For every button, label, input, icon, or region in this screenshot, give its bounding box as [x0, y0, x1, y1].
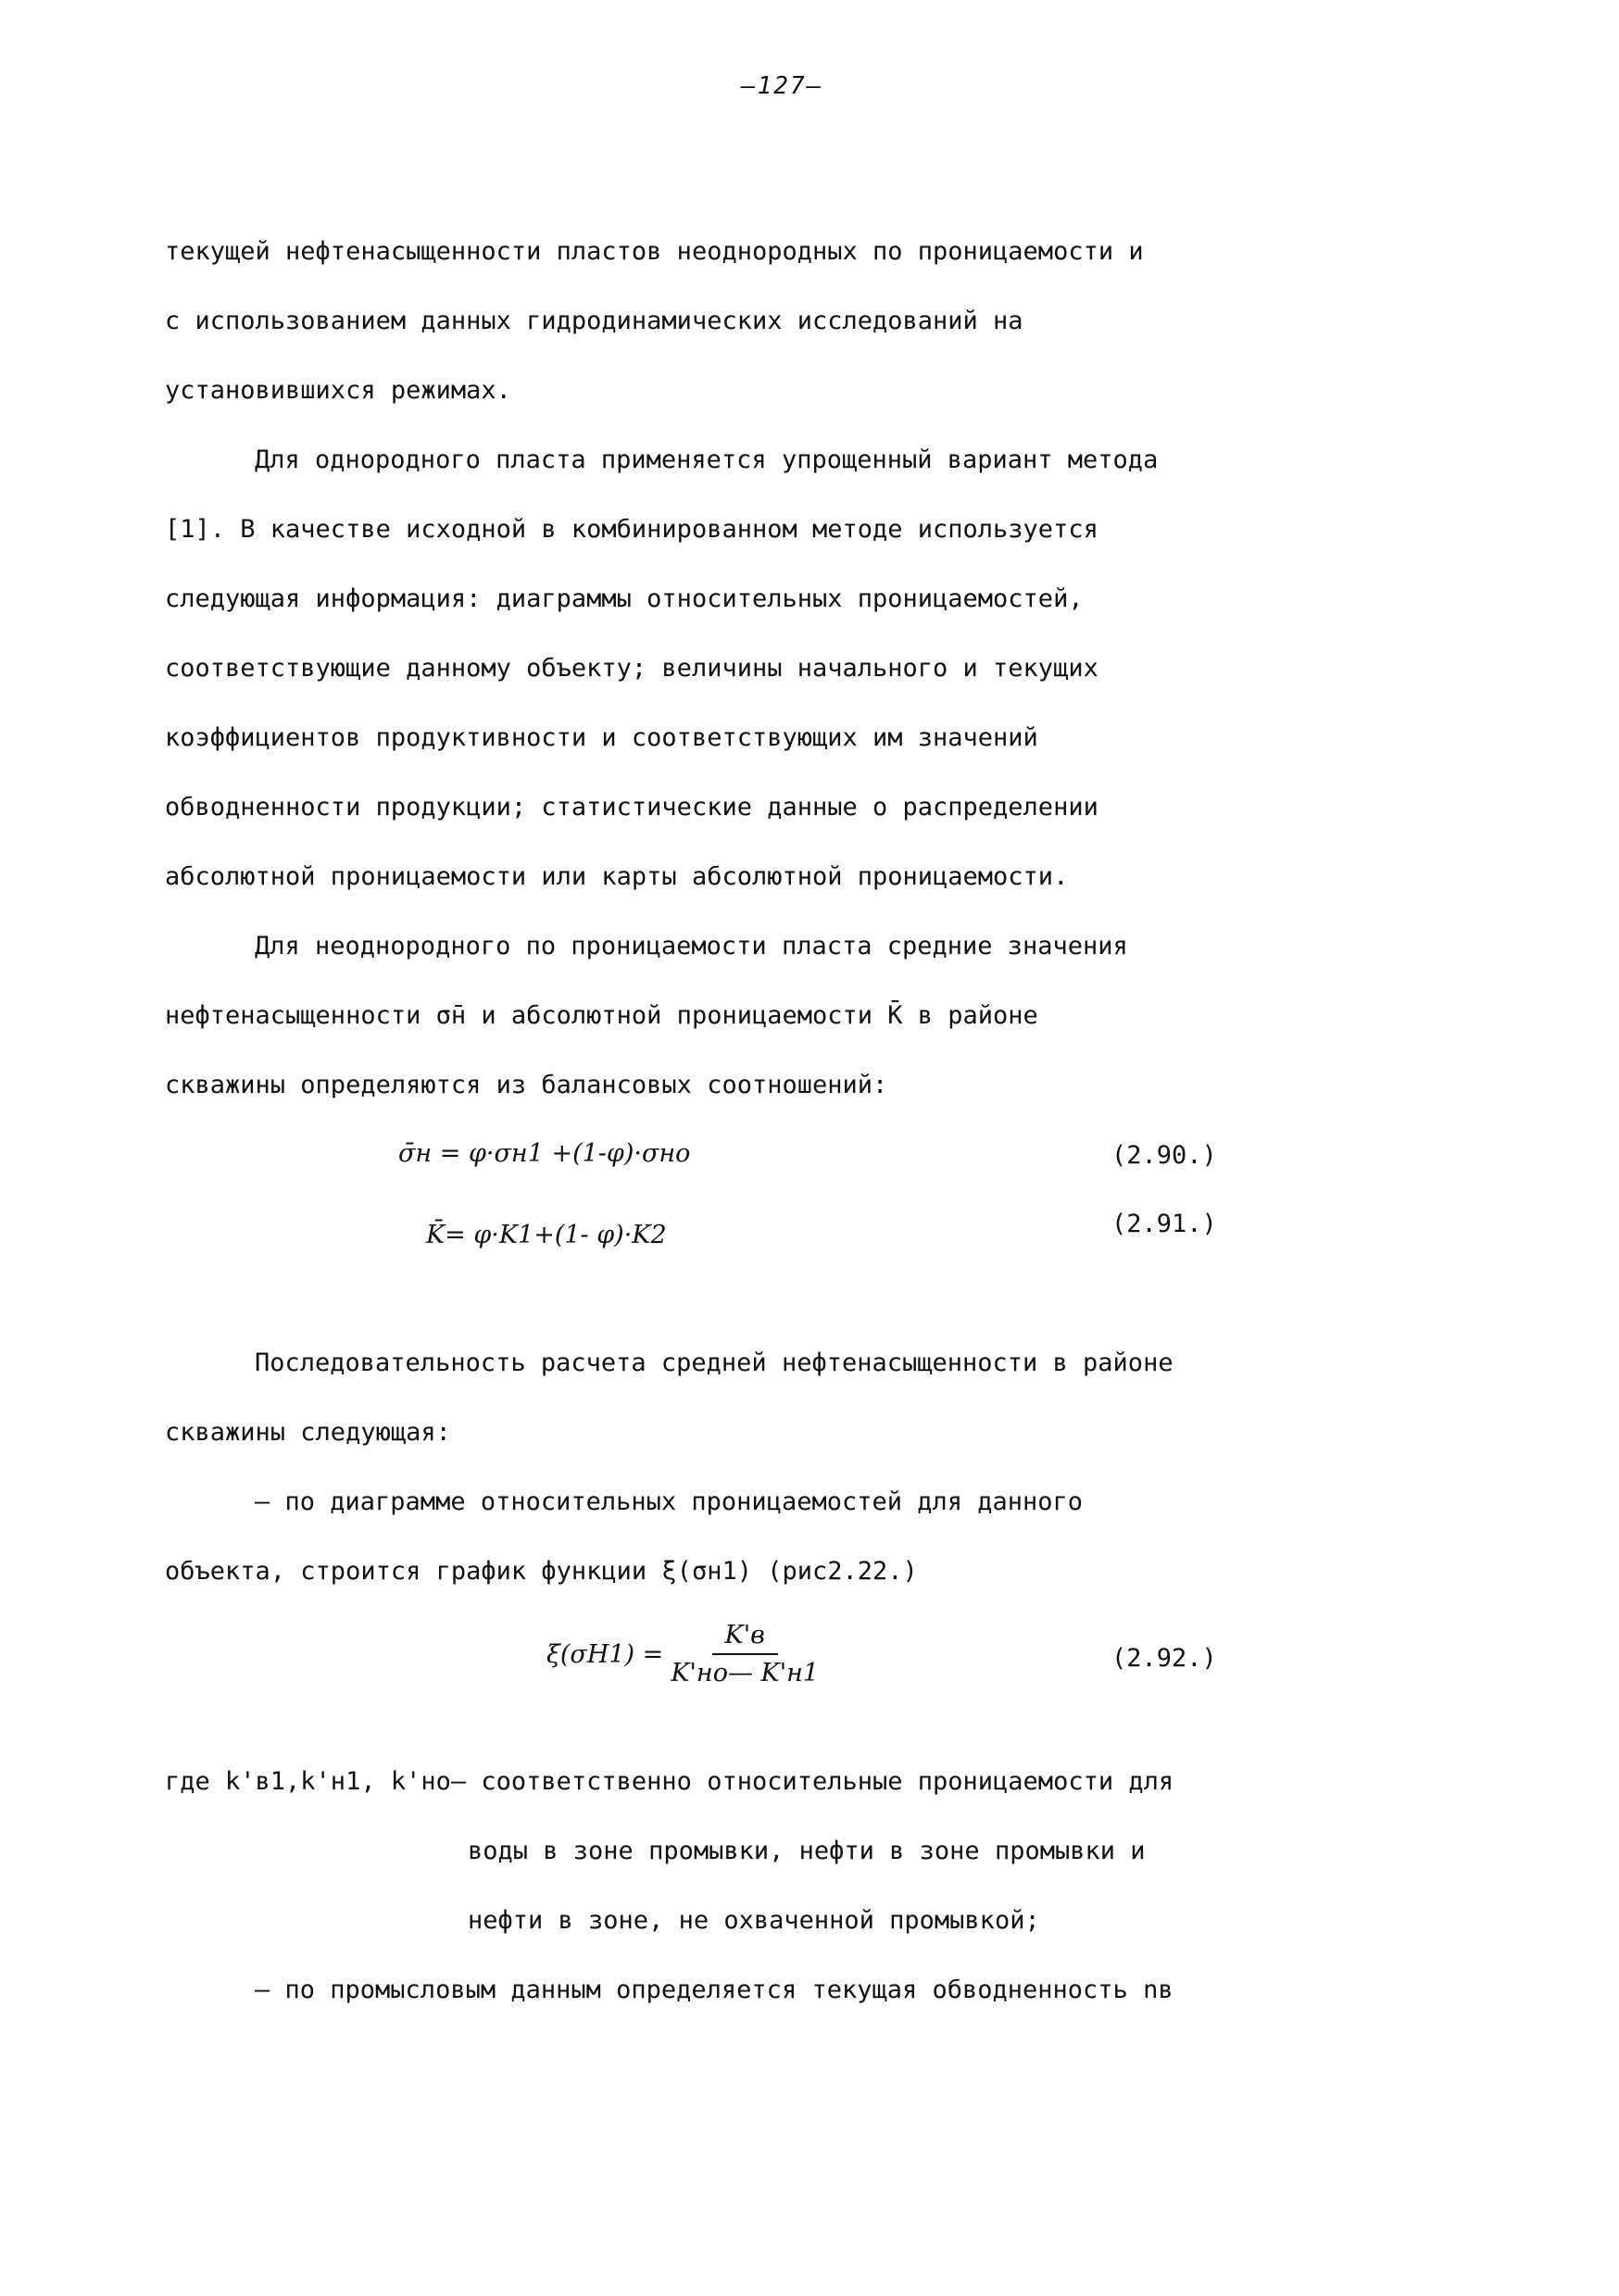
fraction-denominator: K'но— K'н1	[671, 1659, 820, 1687]
text-line: установившихся режимах.	[165, 376, 511, 405]
text-line: скважины определяются из балансовых соотношений:	[165, 1071, 888, 1099]
text-line: скважины следующая:	[165, 1418, 451, 1447]
text-line: Последовательность расчета средней нефтенасыщенности в районе	[255, 1349, 1173, 1377]
text-line: коэффициентов продуктивности и соответствующих им значений	[165, 723, 1038, 752]
text-line: воды в зоне промывки, нефти в зоне промывки и	[468, 1837, 1146, 1865]
text-line: нефти в зоне, не охваченной промывкой;	[468, 1906, 1040, 1935]
equation-2-90: σ̄н = φ·σн1 +(1-φ)·σно	[398, 1139, 691, 1168]
text-line: нефтенасыщенности σ̄н и абсолютной проницаемости K̄ в районе	[165, 1001, 1038, 1030]
text-line: [1]. В качестве исходной в комбинированном методе используется	[165, 515, 1098, 544]
page-number: —127—	[741, 72, 823, 100]
text-line: Для неоднородного по проницаемости пласта средние значения	[255, 932, 1128, 960]
equation-lhs: ξ(σН1) =	[546, 1639, 664, 1669]
text-line: – по диаграмме относительных проницаемостей для данного	[255, 1487, 1084, 1516]
text-line: абсолютной проницаемости или карты абсолютной проницаемости.	[165, 862, 1069, 891]
equation-number: (2.90.)	[1111, 1141, 1217, 1170]
equation-number: (2.91.)	[1111, 1210, 1217, 1238]
text-line: обводненности продукции; статистические данные о распределении	[165, 793, 1098, 822]
text-line: – по промысловым данным определяется текущая обводненность nв	[255, 1976, 1173, 2004]
fraction	[671, 1621, 819, 1687]
text-line: следующая информация: диаграммы относительных проницаемостей,	[165, 584, 1084, 613]
text-line: соответствующие данному объекту; величины начального и текущих	[165, 654, 1098, 683]
text-line: текущей нефтенасыщенности пластов неоднородных по проницаемости и	[165, 237, 1144, 266]
text-line: Для однородного пласта применяется упрощенный вариант метода	[255, 445, 1159, 474]
equation-2-91: K̄= φ·K1+(1- φ)·K2	[426, 1221, 667, 1249]
text-line: где k'в1,k'н1, k'но– соответственно относительные проницаемости для	[165, 1767, 1174, 1796]
text-line: объекта, строится график функции ξ(σн1) (рис2.22.)	[165, 1557, 918, 1586]
equation-number: (2.92.)	[1111, 1644, 1217, 1673]
text-line: с использованием данных гидродинамических исследований на	[165, 307, 1023, 335]
fraction-numerator: K'в	[712, 1621, 778, 1655]
equation-2-92	[546, 1621, 826, 1687]
